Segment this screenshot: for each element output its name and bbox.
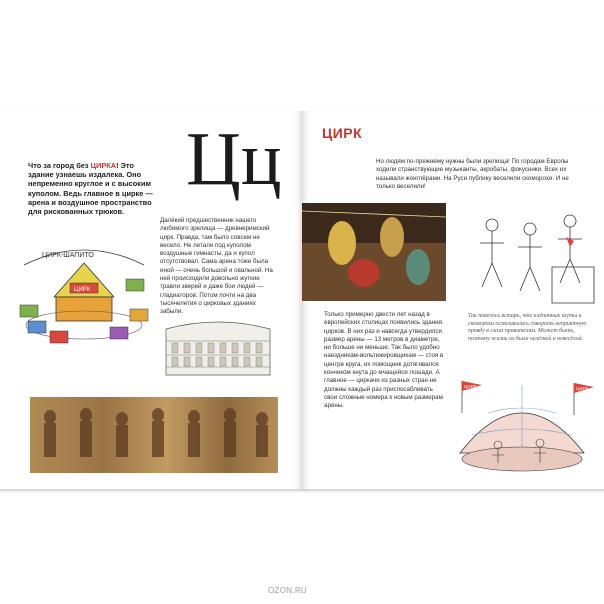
book-bottom-shadow [0, 489, 604, 493]
right-bottom-text: Только примерно двести лет назад в европейских столицах появились здания цирков. В них раз и навсегда утвердился размер арены — 13 метров в диаметре, ни больше ни меньше. Так было удобно наездникам-вольтижировщикам — стоя в центре круга, их помощник дотягивался кончиком кнута до мчащейся лошади. А главное — циркачи из разных стран не должны каждый раз приспосабливать свои сложные номера к новым размерам арены. [324, 311, 444, 410]
left-page [0, 111, 302, 491]
intro-lead: Что за город без [28, 161, 91, 170]
image-caption: Так повелось встарь, что клёпанные шуты и скоморохи осмеливались говорить неприятную правду в глаза правителям. Может быть, поэтому жизнь их была нелёгкой и невесёлой. [468, 313, 587, 342]
right-top-text: Но людям по-прежнему нужны были зрелища! По городам Европы ходили странствующие музыканты, акробаты, фокусники. Всех их называли жонглёрами. На Руси публику веселили скоморохи. И не только веселили! [376, 158, 569, 190]
left-body-text: Далёкий предшественник нашего любимого зрелища — древнеримский цирк. Правда, там было совсем не весело. Не летали под куполом воздушные гимнасты, да и купол отсутствовал. Сама арена тоже была иной — очень большой и овальной. На ней происходили довольно жуткие травли зверей и даже бои людей — гладиаторов. Потом почти на два тысячелетия о цирковых зданиях забыли. [160, 217, 273, 316]
gladiator-mosaic-image [30, 397, 278, 473]
dome-flag-right-text: ЦИРК [576, 386, 589, 391]
watermark: OZON.RU [268, 586, 307, 595]
intro-highlight: ЦИРКА [90, 161, 117, 170]
sketch-sign-text: ЦИРК [74, 287, 91, 293]
acrobats-painting [302, 203, 446, 301]
colosseum-illustration [162, 315, 274, 381]
intro-paragraph [28, 161, 158, 216]
big-letter: Цц [186, 117, 282, 201]
right-page [302, 111, 604, 491]
circus-tent-illustration [14, 235, 154, 347]
sketch-banner-text: ЦИРК-ШАПИТО [42, 252, 94, 259]
book-spread [0, 111, 604, 491]
dome-flag-left-text: ЦИРК [464, 384, 477, 389]
intro-rest: ! Это здание узнаешь издалека. Оно непременно круглое и с высоким куполом. Ведь главное в цирке — арена и воздушное пространство для рискованных трюков. [28, 161, 153, 217]
circus-dome-illustration [448, 373, 596, 485]
jesters-illustration [470, 207, 598, 307]
section-title: ЦИРК [322, 125, 363, 141]
